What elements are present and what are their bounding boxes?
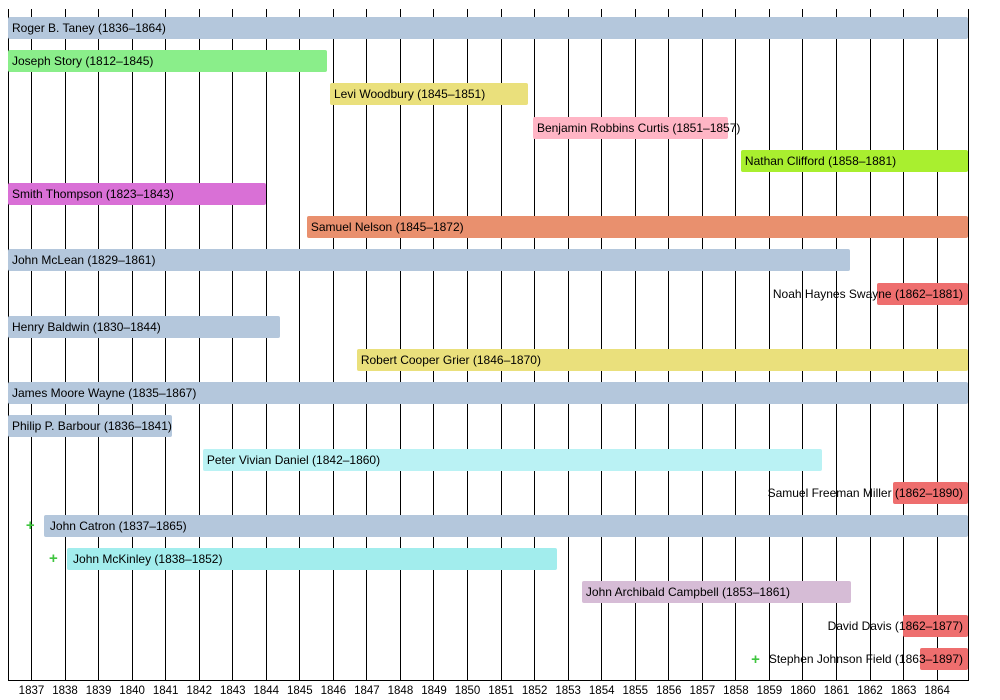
gridline-1840 — [132, 9, 133, 680]
bar-label-text: David Davis (1862–1877) — [827, 619, 963, 633]
bar-label-smith-thompson: Smith Thompson (1823–1843) — [12, 187, 174, 201]
x-tick-label-1857: 1857 — [689, 685, 716, 697]
bar-label-samuel-nelson: Samuel Nelson (1845–1872) — [310, 220, 464, 234]
x-tick-label-1847: 1847 — [354, 685, 380, 697]
bar-label-john-mckinley: John McKinley (1838–1852) — [73, 552, 223, 566]
gridline-1850 — [467, 9, 468, 680]
gridline-1860 — [802, 9, 803, 680]
x-tick-label-1842: 1842 — [186, 685, 212, 697]
gridline-1864 — [937, 9, 938, 680]
gridline-1863 — [903, 9, 904, 680]
bar-label-benjamin-robbins-curtis: Benjamin Robbins Curtis (1851–1857) — [536, 121, 741, 135]
plus-marker-icon: + — [751, 650, 760, 668]
bar-label-roger-b-taney: Roger B. Taney (1836–1864) — [12, 21, 166, 35]
gridline-1853 — [568, 9, 569, 680]
gridline-1844 — [266, 9, 267, 680]
x-tick-label-1841: 1841 — [152, 685, 179, 697]
plus-marker-icon: + — [25, 517, 35, 534]
x-tick-label-1864: 1864 — [924, 685, 950, 697]
gridline-1839 — [98, 9, 99, 680]
x-tick-label-1854: 1854 — [588, 685, 615, 697]
x-tick-label-1861: 1861 — [823, 685, 850, 697]
x-tick-label-1851: 1851 — [488, 685, 514, 697]
bar-label-peter-vivian-daniel: Peter Vivian Daniel (1842–1860) — [206, 453, 381, 467]
x-tick-label-1862: 1862 — [857, 685, 883, 697]
x-tick-label-1849: 1849 — [421, 685, 447, 697]
x-tick-label-1853: 1853 — [555, 685, 581, 697]
bar-label-text: Samuel Freeman Miller (1862–1890) — [767, 486, 963, 500]
bar-label-nathan-clifford: Nathan Clifford (1858–1881) — [744, 154, 897, 168]
x-tick-label-1839: 1839 — [85, 685, 112, 697]
gridline-1861 — [836, 9, 837, 680]
plus-marker-icon: + — [49, 550, 58, 567]
x-tick-label-1859: 1859 — [756, 685, 783, 697]
x-tick-label-1858: 1858 — [723, 685, 749, 697]
gridline-1858 — [735, 9, 736, 680]
bar-label-robert-cooper-grier: Robert Cooper Grier (1846–1870) — [360, 353, 541, 367]
gridline-1841 — [165, 9, 166, 680]
bar-label-james-moore-wayne: James Moore Wayne (1835–1867) — [12, 386, 197, 400]
bar-label-text: Stephen Johnson Field (1863–1897) — [768, 652, 963, 666]
bar-label-david-davis — [828, 615, 963, 637]
bar-label-john-archibald-campbell: John Archibald Campbell (1853–1861) — [585, 585, 791, 599]
x-tick-label-1852: 1852 — [521, 685, 548, 697]
x-tick-label-1838: 1838 — [52, 685, 78, 697]
bar-label-noah-haynes-swayne — [773, 283, 963, 305]
gridline-1852 — [534, 9, 535, 680]
x-tick-label-1840: 1840 — [119, 685, 145, 697]
bar-label-levi-woodbury: Levi Woodbury (1845–1851) — [334, 87, 486, 101]
gridline-1838 — [65, 9, 66, 680]
plot-left-border — [8, 9, 9, 680]
bar-label-stephen-johnson-field — [751, 648, 963, 670]
gridline-1848 — [400, 9, 401, 680]
gridline-1862 — [870, 9, 871, 680]
x-tick-label-1848: 1848 — [387, 685, 414, 697]
gridline-1846 — [333, 9, 334, 680]
gridline-1855 — [635, 9, 636, 680]
bar-label-henry-baldwin: Henry Baldwin (1830–1844) — [12, 320, 161, 334]
x-tick-label-1837: 1837 — [18, 685, 45, 697]
bar-label-philip-p-barbour: Philip P. Barbour (1836–1841) — [12, 419, 172, 433]
x-tick-label-1855: 1855 — [622, 685, 649, 697]
gridline-1847 — [366, 9, 367, 680]
gridline-1856 — [668, 9, 669, 680]
gridline-1842 — [199, 9, 200, 680]
x-axis-line — [8, 680, 969, 681]
bar-label-joseph-story: Joseph Story (1812–1845) — [12, 54, 154, 68]
x-tick-label-1844: 1844 — [253, 685, 280, 697]
bar-label-samuel-freeman-miller — [768, 482, 963, 504]
bar-label-john-mclean: John McLean (1829–1861) — [12, 253, 156, 267]
x-tick-label-1845: 1845 — [287, 685, 313, 697]
x-tick-label-1846: 1846 — [320, 685, 347, 697]
x-tick-label-1856: 1856 — [655, 685, 682, 697]
bar-label-text: Noah Haynes Swayne (1862–1881) — [772, 287, 963, 301]
bar-label-john-catron: John Catron (1837–1865) — [49, 519, 187, 533]
plot-right-border — [968, 9, 969, 680]
gridline-1849 — [433, 9, 434, 680]
gridline-1859 — [769, 9, 770, 680]
gridline-1854 — [601, 9, 602, 680]
gridline-1851 — [501, 9, 502, 680]
gridline-1837 — [31, 9, 32, 680]
gridline-1857 — [702, 9, 703, 680]
x-tick-label-1843: 1843 — [219, 685, 246, 697]
gridline-1843 — [232, 9, 233, 680]
x-tick-label-1850: 1850 — [454, 685, 481, 697]
gridline-1845 — [299, 9, 300, 680]
x-tick-label-1860: 1860 — [790, 685, 816, 697]
x-tick-label-1863: 1863 — [890, 685, 917, 697]
